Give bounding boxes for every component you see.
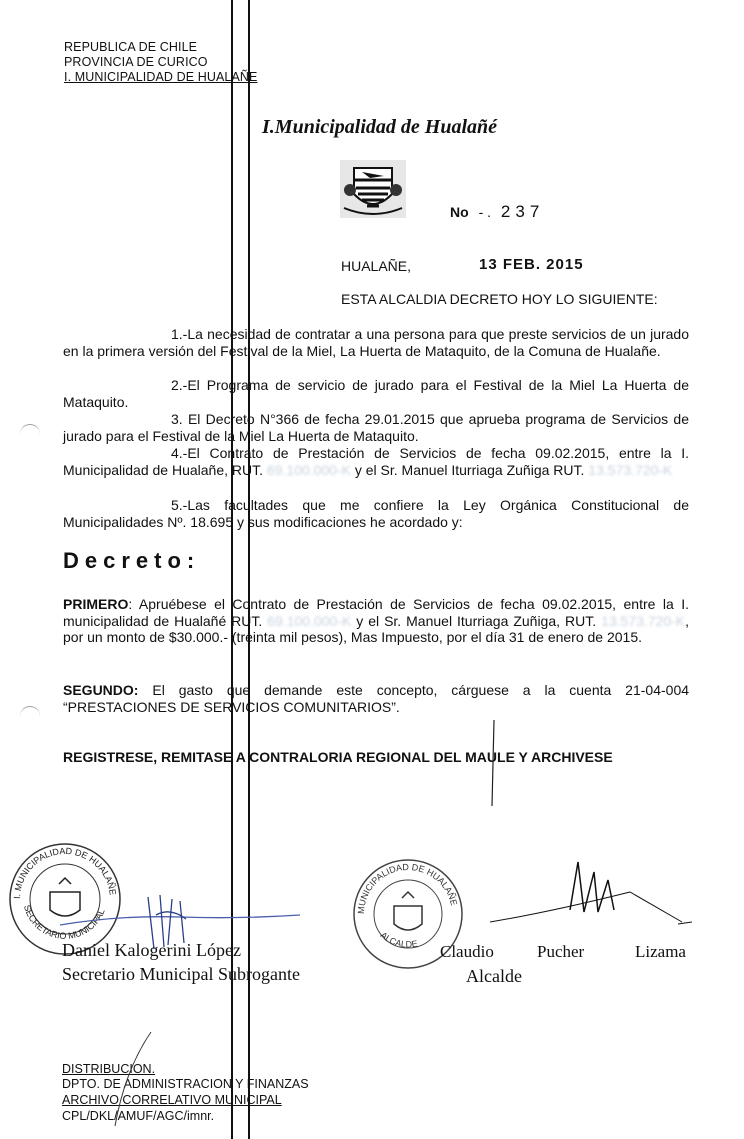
- decree-intro: ESTA ALCALDIA DECRETO HOY LO SIGUIENTE:: [341, 291, 658, 307]
- letterhead-title: I.Municipalidad de Hualañé: [262, 116, 498, 138]
- consideration-3-text: 3. El Decreto N°366 de fecha 29.01.2015 que aprueba programa de Servicios de jurado para el Festival de la Miel La Huerta de Mataquito.: [63, 411, 689, 444]
- mayor-name-last: Lizama: [635, 942, 686, 961]
- consideration-5: [63, 497, 689, 530]
- date-stamp: 13 FEB. 2015: [479, 256, 584, 273]
- primero-rut-1: 69.100.000-K: [267, 612, 352, 629]
- left-stamp-bottom-text: SECRETARIO MUNICIPAL: [21, 903, 107, 942]
- distribution-line-2: ARCHIVO CORRELATIVO MUNICIPAL: [62, 1093, 282, 1107]
- decreto-heading: Decreto:: [63, 548, 201, 573]
- primero-rut-2: 13.573.720-K: [601, 612, 686, 629]
- segundo-text: El gasto que demande este concepto, cárguese a la cuenta 21-04-004 “PRESTACIONES DE SERVICIOS COMUNITARIOS”.: [63, 682, 690, 715]
- distribution-title: DISTRIBUCION.: [62, 1062, 156, 1076]
- header-municipality: I. MUNICIPALIDAD DE HUALAÑE: [64, 70, 258, 84]
- consideration-4-text-b: y el Sr. Manuel Iturriaga Zuñiga RUT.: [354, 461, 585, 478]
- decree-number-label: No: [450, 204, 469, 220]
- distribution-line-1: DPTO. DE ADMINISTRACION Y FINANZAS: [62, 1077, 309, 1091]
- secretary-name: Daniel Kalogerini López: [62, 940, 241, 960]
- consideration-1: [63, 326, 689, 359]
- secretary-title: Secretario Municipal Subrogante: [62, 964, 300, 984]
- initials-scribble: [95, 1030, 165, 1130]
- mayor-name-middle: Pucher: [537, 942, 585, 961]
- consideration-4-rut-2: 13.573.720-K: [588, 461, 673, 478]
- header-republic: REPUBLICA DE CHILE: [64, 40, 198, 54]
- place-label: HUALAÑE,: [341, 258, 412, 274]
- consideration-4-rut-1: 69.100.000-K: [266, 461, 351, 478]
- right-stamp-top-text: MUNICIPALIDAD DE HUALAÑE: [355, 861, 460, 915]
- primero-text-c: , por un monto de $30.000.- (treinta mil pesos), Mas Impuesto, por el día 31 de enero de 2015.: [63, 612, 690, 645]
- consideration-4-text-a: 4.-El Contrato de Prestación de Servicios de fecha 09.02.2015, entre la I. Municipalidad de Hualañe, RUT.: [63, 445, 689, 478]
- primero-label: PRIMERO: [63, 596, 129, 612]
- decree-number-row: [450, 202, 544, 222]
- segundo-label: SEGUNDO:: [63, 682, 139, 698]
- consideration-5-text: 5.-Las facultades que me confiere la Ley Orgánica Constitucional de Municipalidades Nº. 18.695 y sus modificaciones he acordado y:: [63, 497, 689, 530]
- decree-number-dash: - .: [478, 204, 492, 220]
- mayor-title: Alcalde: [466, 966, 522, 986]
- mayor-signature: [430, 852, 700, 942]
- handwritten-stroke: [486, 718, 500, 808]
- header-province: PROVINCIA DE CURICO: [64, 55, 208, 69]
- resolution-segundo: [63, 682, 689, 715]
- left-stamp-top-text: I. MUNICIPALIDAD DE HUALAÑE: [11, 845, 118, 900]
- punch-hole-bottom: [20, 706, 40, 717]
- decree-number-value: 237: [500, 202, 545, 221]
- resolution-primero: [63, 596, 689, 646]
- consideration-1-text: 1.-La necesidad de contratar a una persona para que preste servicios de un jurado en la primera versión del Festival de la Miel, La Huerta de Mataquito, de la Comuna de Hualañe.: [63, 326, 689, 359]
- municipal-crest-logo: [340, 160, 406, 218]
- svg-text:ALCALDE: [379, 930, 419, 950]
- distribution-line-3: CPL/DKL/AMUF/AGC/imnr.: [62, 1109, 215, 1123]
- consideration-3: [63, 411, 689, 444]
- consideration-2-text: 2.-El Programa de servicio de jurado para el Festival de la Miel La Huerta de Mataquito.: [63, 377, 689, 410]
- punch-hole-top: [20, 424, 40, 435]
- closing-statement: REGISTRESE, REMITASE A CONTRALORIA REGIONAL DEL MAULE Y ARCHIVESE: [63, 749, 613, 765]
- consideration-2: [63, 377, 689, 410]
- primero-text-b: y el Sr. Manuel Iturriaga Zuñiga, RUT.: [356, 612, 597, 629]
- primero-text-a: : Apruébese el Contrato de Prestación de Servicios de fecha 09.02.2015, entre la I. municipalidad de Hualañé RUT.: [63, 596, 689, 629]
- right-stamp-bottom-text: ALCALDE: [378, 929, 419, 950]
- mayor-name-first: Claudio: [440, 942, 494, 961]
- consideration-4: [63, 445, 689, 478]
